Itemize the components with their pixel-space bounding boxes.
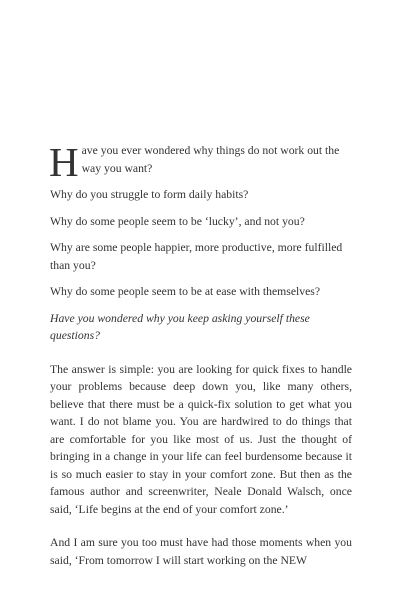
body-text: [49, 139, 352, 585]
question-4: Why do some people seem to be at ease with themselves?: [50, 285, 321, 298]
italic-question: Have you wondered why you keep asking yourself these questions?: [50, 311, 310, 342]
question-2: Why do some people seem to be ‘lucky’, and not you?: [50, 214, 305, 228]
question-3: Why are some people happier, more productive, more fulfilled than you?: [50, 241, 343, 272]
question-1: Why do you struggle to form daily habits?: [50, 188, 249, 201]
opening-text: ave you ever wondered why things do not work out the way you want?: [81, 144, 340, 175]
closing-paragraph: And I am sure you too must have had those moments when you said, ‘From tomorrow I will start working on the NEW: [50, 536, 352, 567]
opening-paragraph: [49, 139, 352, 185]
drop-cap-letter: H: [49, 139, 79, 185]
answer-paragraph: The answer is simple: you are looking for quick fixes to handle your problems because deep down you, like many others, believe that there must be a quick-fix solution to get what you want. I do not blame you. You are hardwired to do things that are comfortable for you like most of us. Just the thought of bringing in a change in your life can feel burdensome because it is so much easier to stay in your comfort zone. But then as the famous author and screenwriter, Neale Donald Walsch, once said, ‘Life begins at the end of your comfort zone.’: [50, 362, 352, 516]
